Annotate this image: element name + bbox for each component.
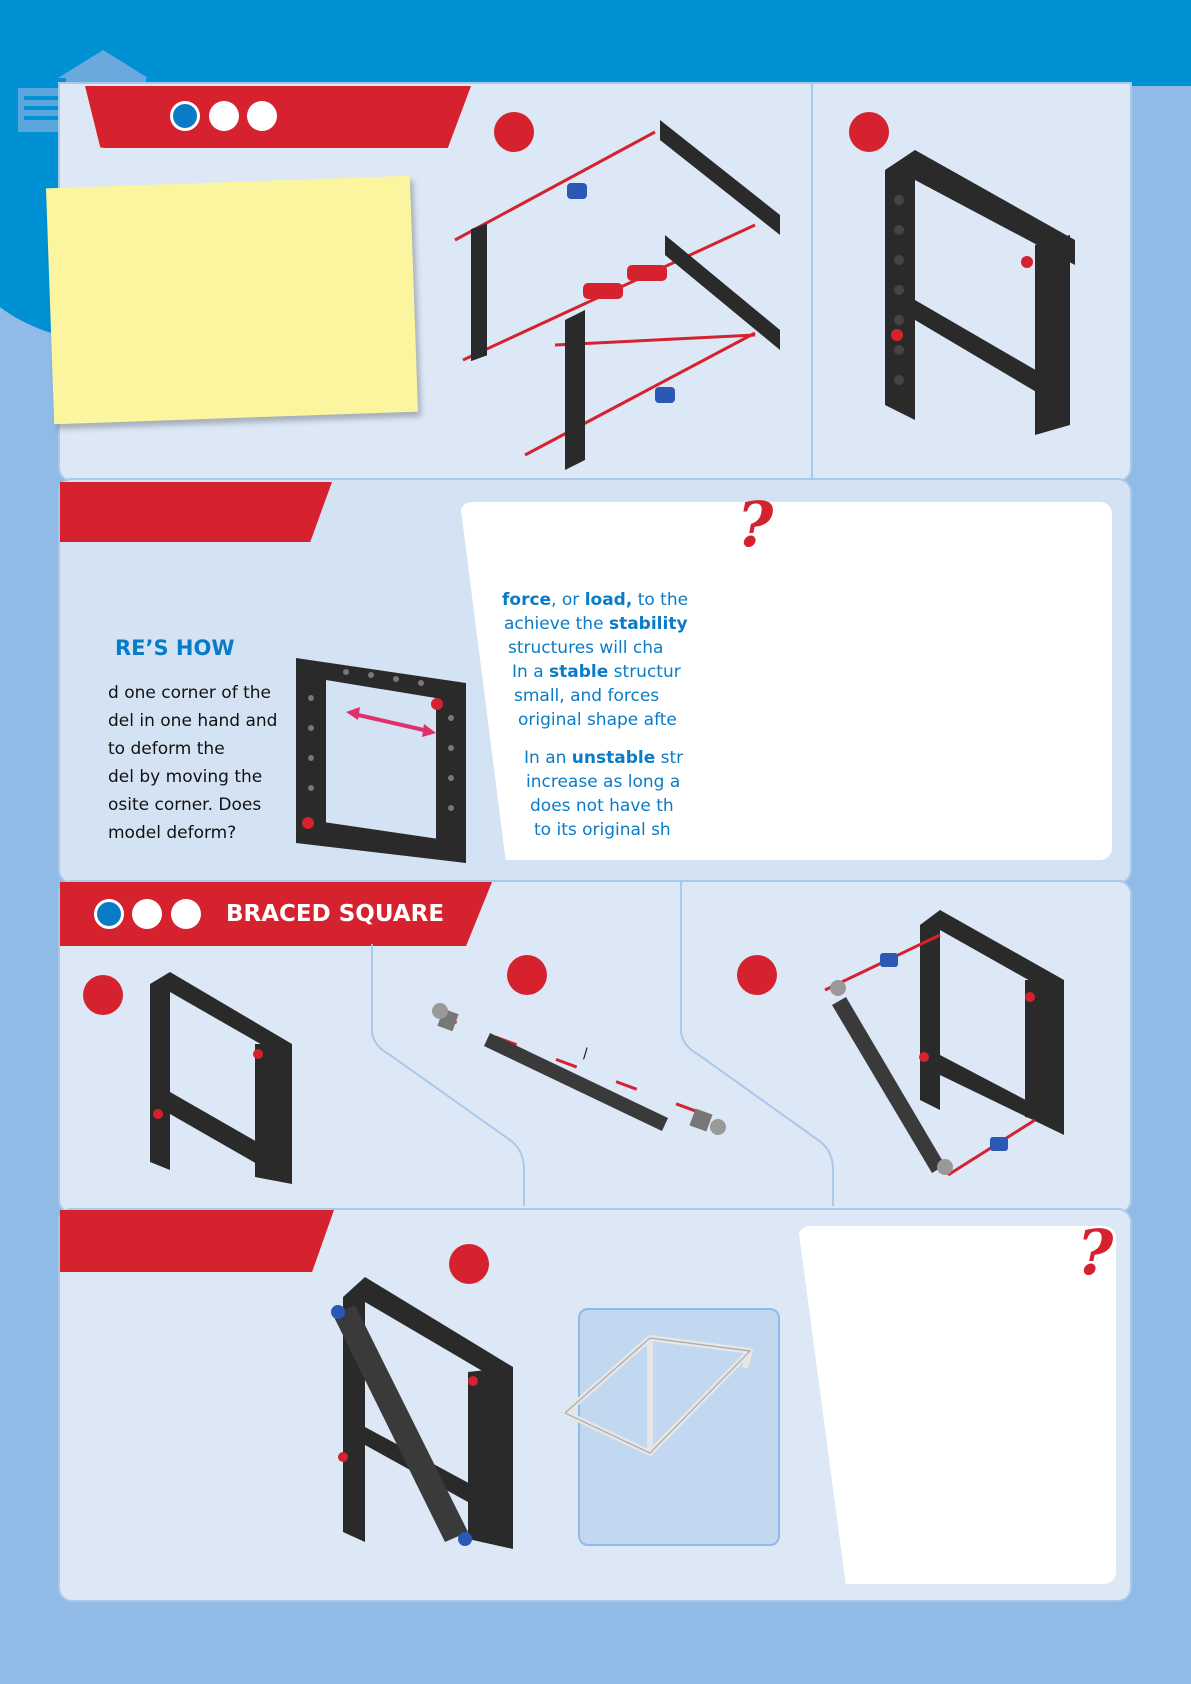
question-mark-icon: ? — [1077, 1216, 1114, 1289]
instruction-line: del in one hand and — [108, 711, 278, 731]
text-segment: to the — [632, 590, 689, 610]
text-segment: achieve the — [504, 614, 609, 634]
text-segment: small, and forces — [514, 686, 660, 706]
slash-label: / — [583, 1046, 588, 1062]
text-segment: , or — [551, 590, 585, 610]
text-segment: does not have th — [530, 796, 674, 816]
text-segment: structures will cha — [508, 638, 664, 658]
step-1-marker — [83, 975, 123, 1015]
step-2-marker — [507, 955, 547, 995]
instruction-line: d one corner of the — [108, 683, 271, 703]
text-segment: increase as long a — [526, 772, 681, 792]
text-segment: In a — [512, 662, 550, 682]
bold-term: stability — [608, 614, 688, 634]
instruction-line: model deform? — [108, 823, 237, 843]
instruction-line: osite corner. Does — [108, 795, 262, 815]
small-frame-illustration — [150, 972, 292, 1184]
instruction-line: to deform the — [108, 739, 225, 759]
section-tab — [60, 1210, 334, 1272]
bold-term: force — [502, 590, 552, 610]
question-mark-icon: ? — [737, 488, 774, 561]
text-segment: In an — [524, 748, 572, 768]
heres-how-heading: RE’S HOW — [115, 636, 235, 660]
bold-term: stable — [549, 662, 609, 682]
braced-square-title: BRACED SQUARE — [226, 901, 445, 927]
brace-rod-illustration — [428, 1003, 733, 1143]
attach-brace-illustration — [820, 905, 1070, 1185]
text-segment: str — [655, 748, 684, 768]
instruction-line: del by moving the — [108, 767, 263, 787]
result-answer-box — [798, 1226, 1116, 1584]
bicycle-frame-image — [555, 1313, 795, 1463]
text-segment: original shape afte — [518, 710, 677, 730]
braced-frame-illustration — [323, 1277, 513, 1549]
text-segment: to its original sh — [534, 820, 671, 840]
text-segment: structur — [608, 662, 681, 682]
bold-term: unstable — [571, 748, 656, 768]
step-3-marker — [737, 955, 777, 995]
bold-term: load, — [584, 590, 633, 610]
